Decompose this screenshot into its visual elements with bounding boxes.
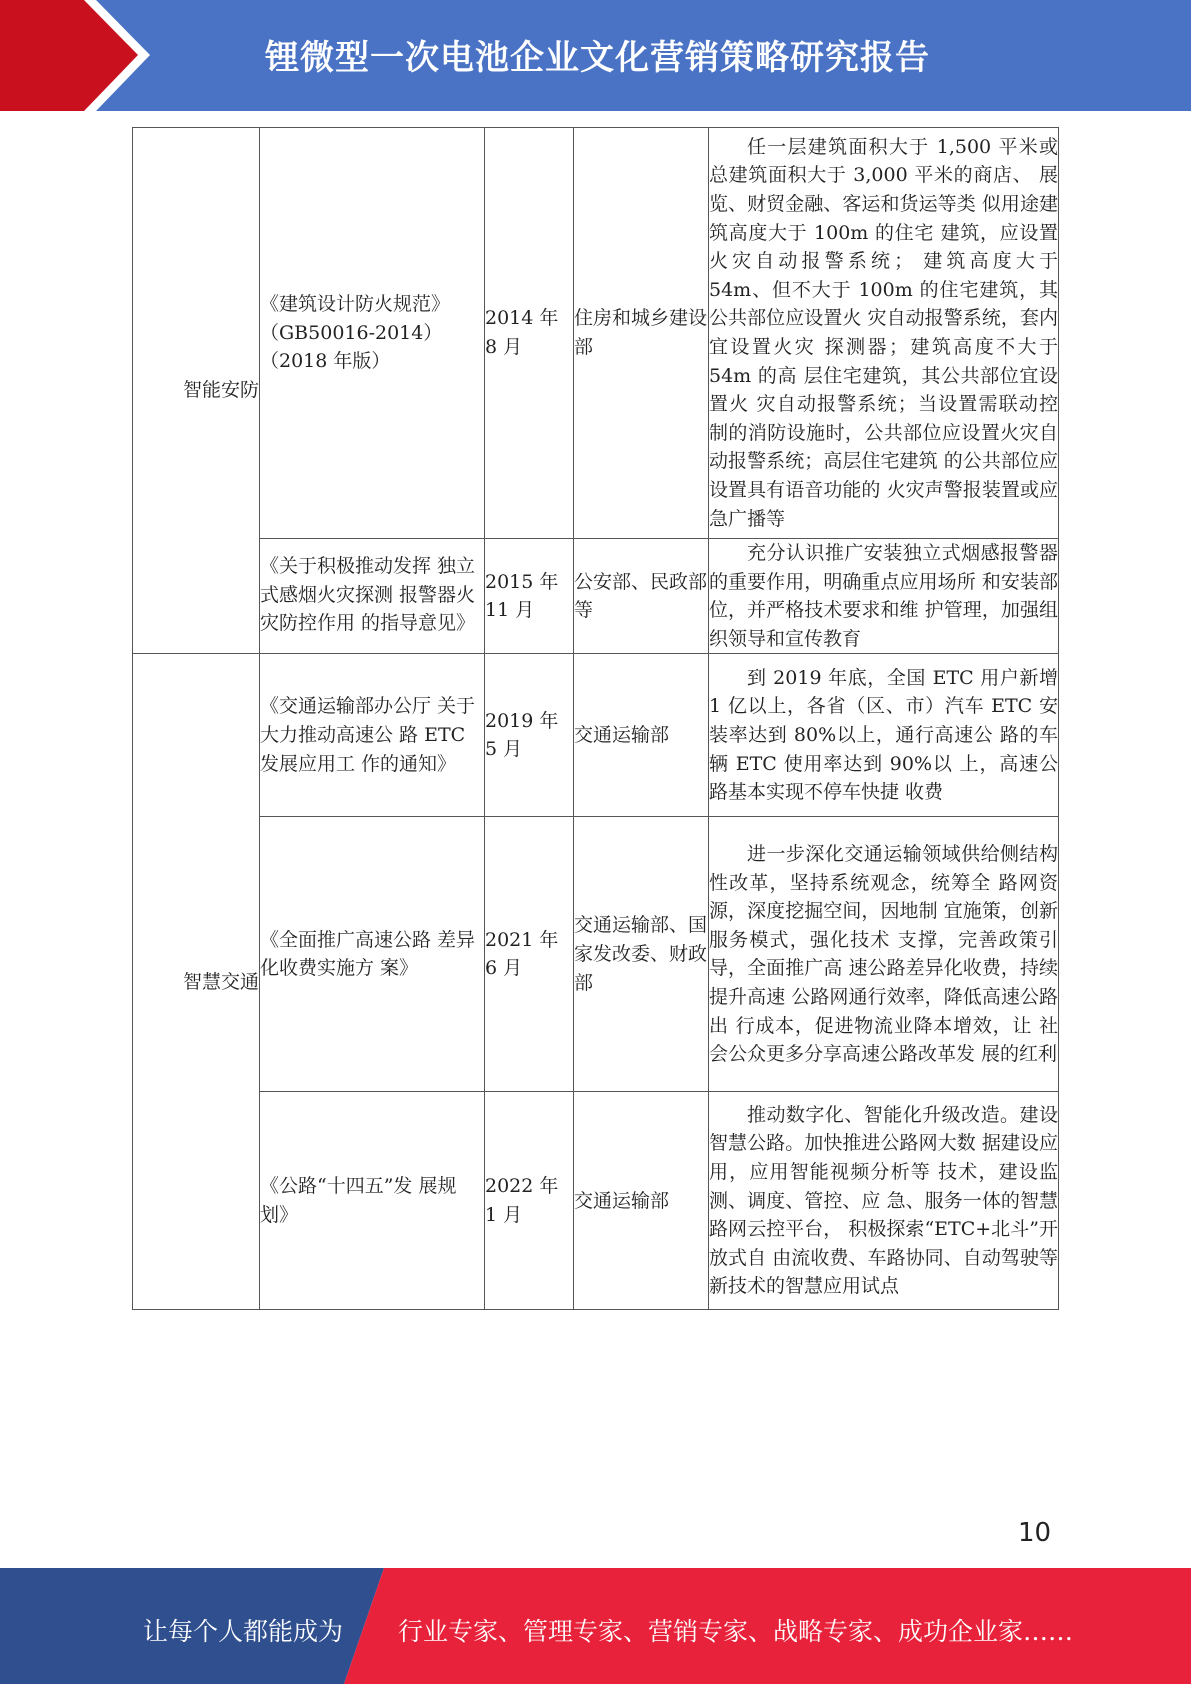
footer-slogan-right: 行业专家、管理专家、营销专家、战略专家、成功企业家…… <box>398 1617 1074 1646</box>
policy-content-cell: 推动数字化、智能化升级改造。建设智慧公路。加快推进公路网大数 据建设应用，应用智能视频分析等 技术，建设监测、调度、管控、应 急、服务一体的智慧路网云控平台， 积极探索“ETC+北斗”开放式自 由流收费、车路协同、自动驾驶等 新技术的智慧应用试点 <box>709 1092 1059 1310</box>
issue-date-cell: 2014 年 8 月 <box>485 128 574 539</box>
department-cell: 交通运输部 <box>574 654 709 817</box>
report-title: 锂微型一次电池企业文化营销策略研究报告 <box>265 38 930 78</box>
department-cell: 交通运输部、国家发改委、财政部 <box>574 817 709 1092</box>
policy-content-cell: 进一步深化交通运输领域供给侧结构性改革，坚持系统观念，统筹全 路网资源，深度挖掘空间，因地制 宜施策，创新服务模式，强化技术 支撑，完善政策引导，全面推广高 速公路差异化收费，持续提升高速 公路网通行效率，降低高速公路出 行成本，促进物流业降本增效，让 社会公众更多分享高速公路改革发 展的红利 <box>709 817 1059 1092</box>
issue-date-cell: 2019 年 5 月 <box>485 654 574 817</box>
page-header <box>0 0 1191 111</box>
department-cell: 公安部、民政部等 <box>574 539 709 654</box>
footer-slogan-left: 让每个人都能成为 <box>143 1617 344 1646</box>
policy-content-cell: 任一层建筑面积大于 1,500 平米或总建筑面积大于 3,000 平米的商店、 展览、财贸金融、客运和货运等类 似用途建筑高度大于 100m 的住宅 建筑，应设置火灾自动报警系统； 建筑高度大于 54m、但不大于 100m 的住宅建筑，其公共部位应设置火 灾自动报警系统，套内宜设置火灾 探测器；建筑高度不大于 54m 的高 层住宅建筑，其公共部位宜设置火 灾自动报警系统；当设置需联动控 制的消防设施时，公共部位应设置火灾自动报警系统；高层住宅建筑 的公共部位应设置具有语音功能的 火灾声警报装置或应急广播等 <box>709 128 1059 539</box>
department-cell: 交通运输部 <box>574 1092 709 1310</box>
table-row <box>133 128 1059 539</box>
policy-name-cell: 《交通运输部办公厅 关于大力推动高速公 路 ETC 发展应用工 作的通知》 <box>260 654 485 817</box>
policy-name-cell: 《建筑设计防火规范》（GB50016-2014）（2018 年版） <box>260 128 485 539</box>
policy-content-cell: 充分认识推广安装独立式烟感报警器的重要作用，明确重点应用场所 和安装部位，并严格技术要求和维 护管理，加强组织领导和宣传教育 <box>709 539 1059 654</box>
page-number: 10 <box>1018 1518 1052 1548</box>
category-cell: 智能安防 <box>133 128 260 654</box>
policy-table <box>132 127 1059 1310</box>
issue-date-cell: 2022 年 1 月 <box>485 1092 574 1310</box>
policy-content-cell: 到 2019 年底，全国 ETC 用户新增 1 亿以上，各省（区、市）汽车 ETC 安装率达到 80%以上，通行高速公 路的车辆 ETC 使用率达到 90%以 上，高速公路基本实现不停车快捷 收费 <box>709 654 1059 817</box>
table-row <box>133 1092 1059 1310</box>
policy-name-cell: 《公路“十四五”发 展规划》 <box>260 1092 485 1310</box>
red-arrow-decoration <box>0 0 160 111</box>
issue-date-cell: 2015 年 11 月 <box>485 539 574 654</box>
table-row <box>133 654 1059 817</box>
table-row <box>133 817 1059 1092</box>
department-cell: 住房和城乡建设部 <box>574 128 709 539</box>
policy-name-cell: 《全面推广高速公路 差异化收费实施方 案》 <box>260 817 485 1092</box>
category-cell: 智慧交通 <box>133 654 260 1310</box>
policy-name-cell: 《关于积极推动发挥 独立式感烟火灾探测 报警器火灾防控作用 的指导意见》 <box>260 539 485 654</box>
table-row <box>133 539 1059 654</box>
issue-date-cell: 2021 年 6 月 <box>485 817 574 1092</box>
